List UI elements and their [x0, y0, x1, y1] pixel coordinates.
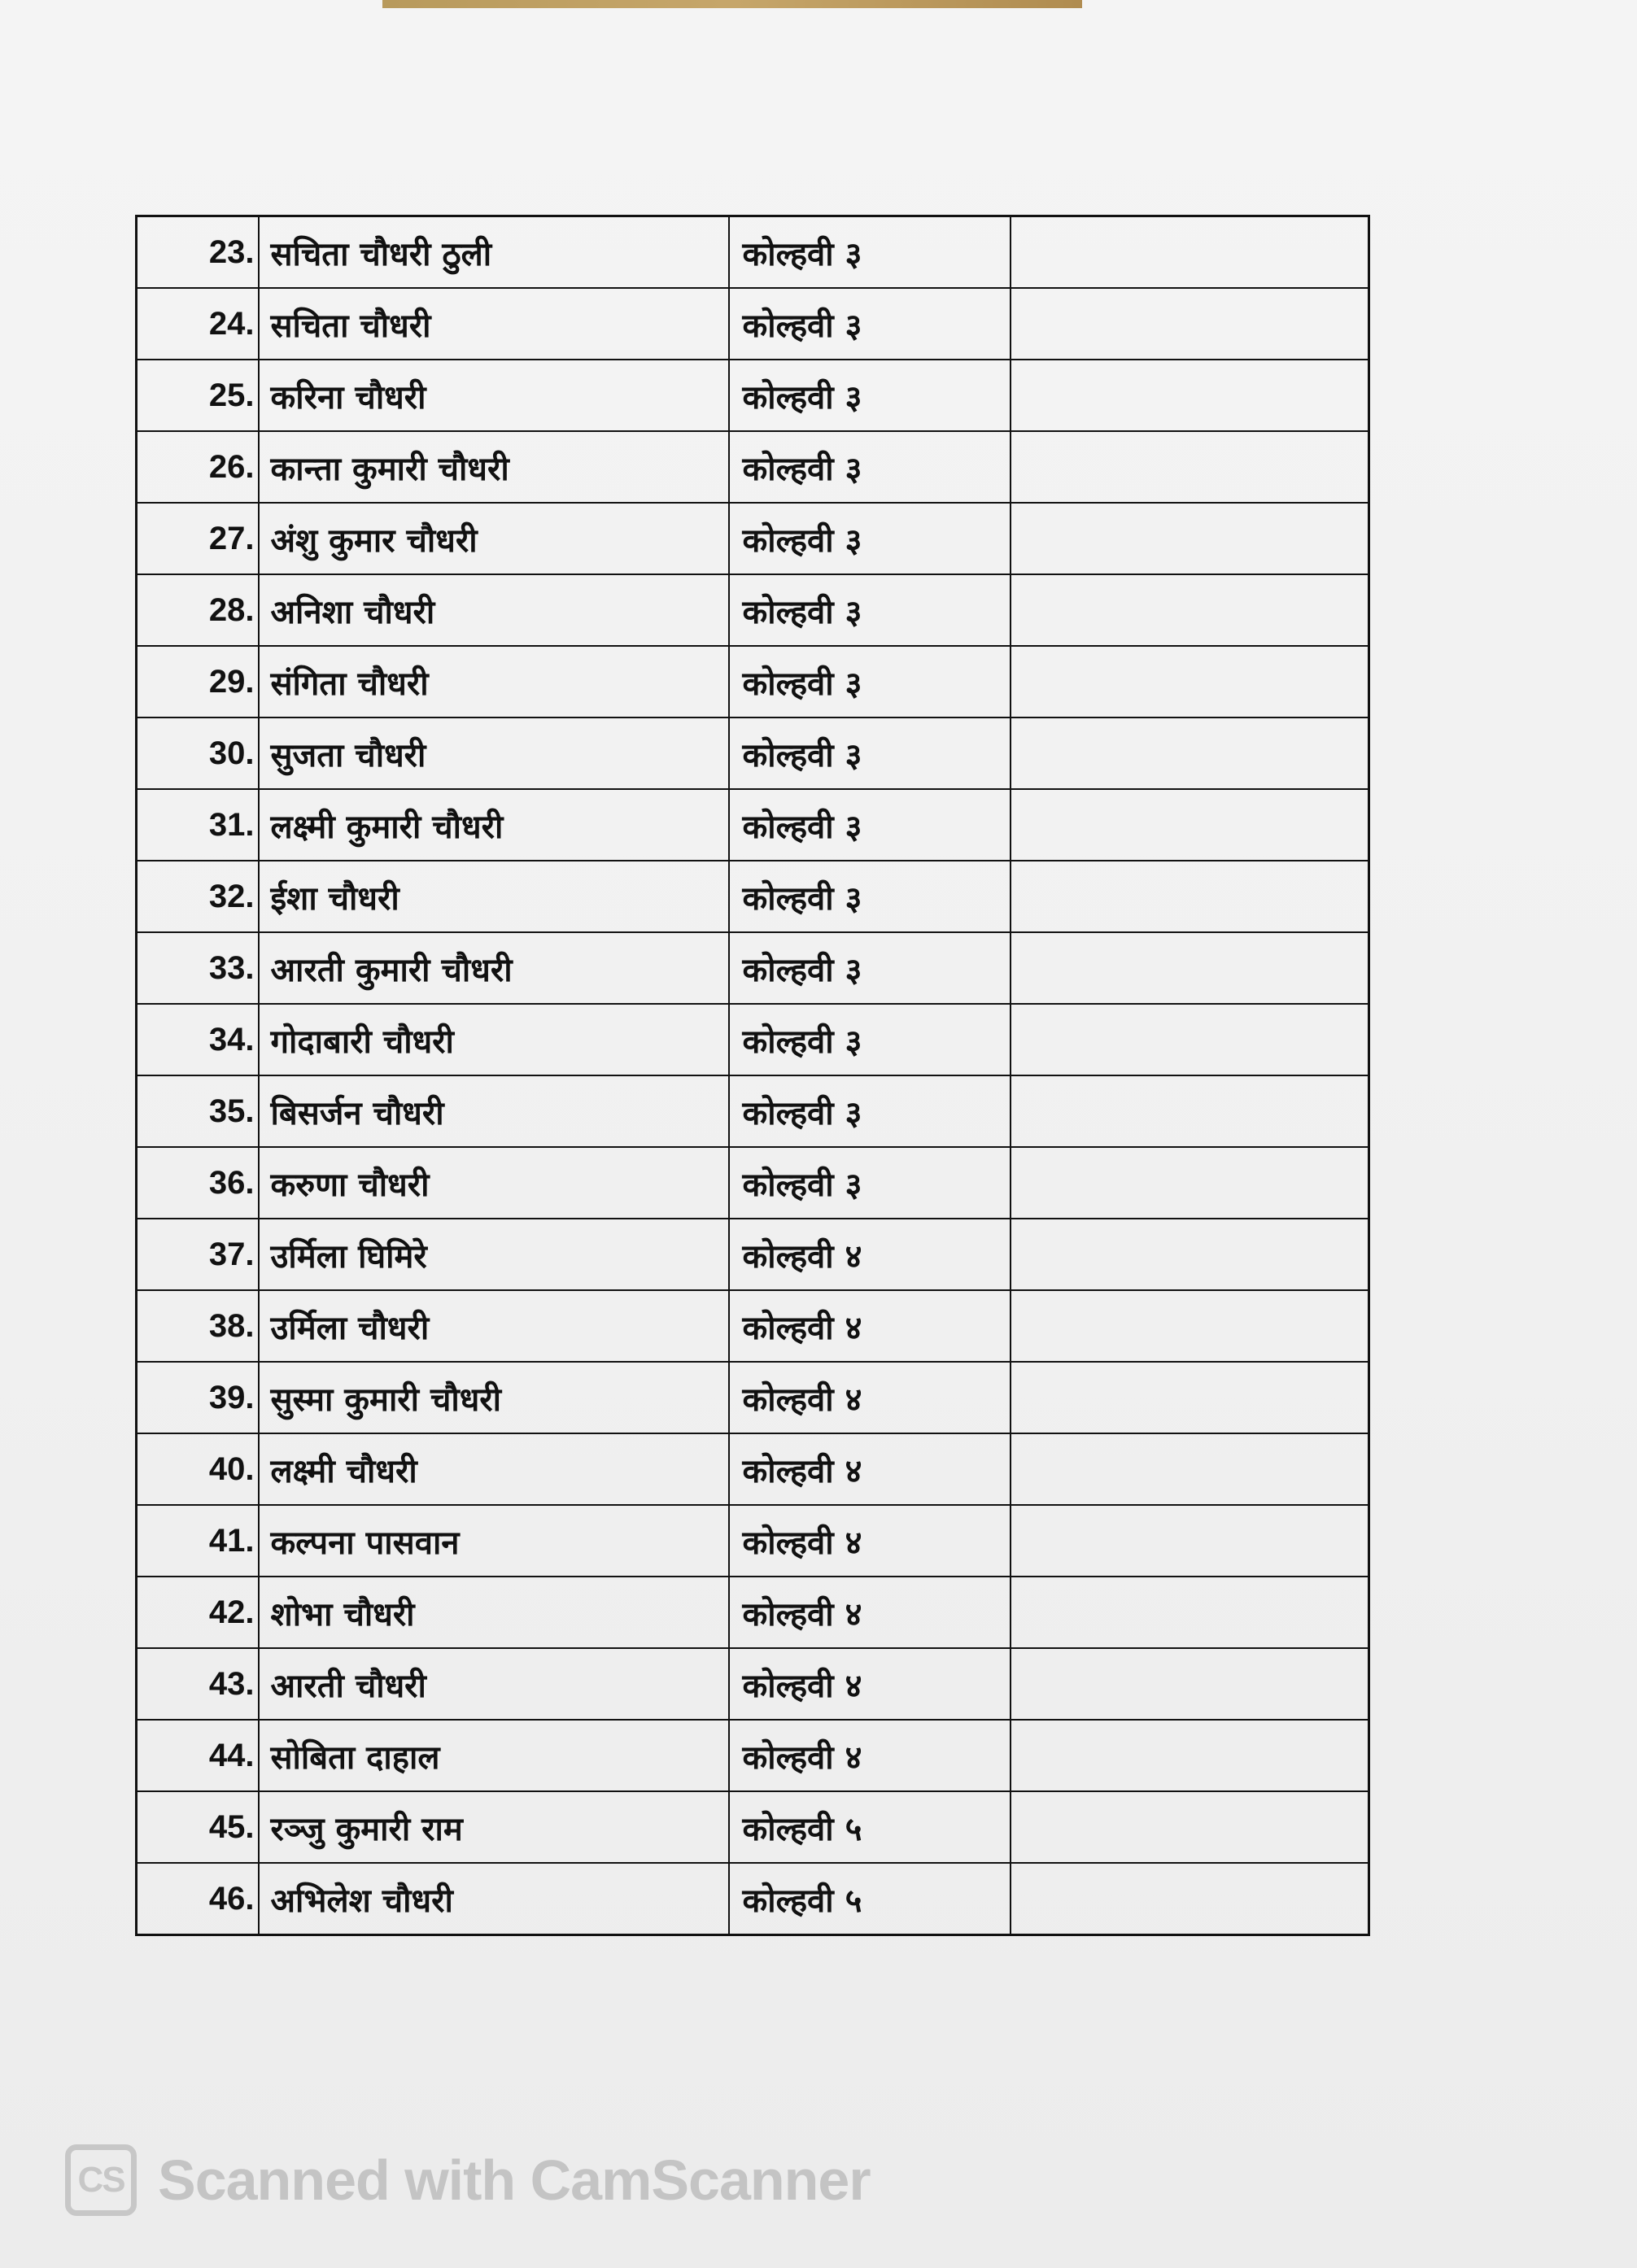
- person-name: सुजता चौधरी: [259, 717, 729, 789]
- blank-cell: [1011, 789, 1369, 861]
- ward-address: कोल्हवी ३: [729, 216, 1011, 289]
- table-row: [137, 1219, 1369, 1290]
- person-name: बिसर्जन चौधरी: [259, 1075, 729, 1147]
- person-name: लक्ष्मी कुमारी चौधरी: [259, 789, 729, 861]
- row-number: 29.: [137, 646, 259, 717]
- person-name: कान्ता कुमारी चौधरी: [259, 431, 729, 503]
- ward-address: कोल्हवी ३: [729, 717, 1011, 789]
- row-number: 25.: [137, 360, 259, 431]
- row-number: 37.: [137, 1219, 259, 1290]
- blank-cell: [1011, 717, 1369, 789]
- person-name: करुणा चौधरी: [259, 1147, 729, 1219]
- ward-address: कोल्हवी ४: [729, 1577, 1011, 1648]
- row-number: 23.: [137, 216, 259, 289]
- blank-cell: [1011, 574, 1369, 646]
- person-name: उर्मिला घिमिरे: [259, 1219, 729, 1290]
- table-row: [137, 789, 1369, 861]
- row-number: 33.: [137, 932, 259, 1004]
- table-row: [137, 1290, 1369, 1362]
- table-row: [137, 717, 1369, 789]
- ward-address: कोल्हवी ४: [729, 1648, 1011, 1720]
- blank-cell: [1011, 1004, 1369, 1075]
- person-name: कल्पना पासवान: [259, 1505, 729, 1577]
- camscanner-logo-icon: CS: [65, 2144, 137, 2216]
- table-row: [137, 1362, 1369, 1433]
- person-name: आरती कुमारी चौधरी: [259, 932, 729, 1004]
- row-number: 27.: [137, 503, 259, 574]
- blank-cell: [1011, 431, 1369, 503]
- ward-address: कोल्हवी ४: [729, 1219, 1011, 1290]
- table-row: [137, 1147, 1369, 1219]
- table-row: [137, 360, 1369, 431]
- ward-address: कोल्हवी ३: [729, 646, 1011, 717]
- ward-address: कोल्हवी ३: [729, 932, 1011, 1004]
- blank-cell: [1011, 1075, 1369, 1147]
- blank-cell: [1011, 1362, 1369, 1433]
- row-number: 40.: [137, 1433, 259, 1505]
- table-row: [137, 932, 1369, 1004]
- row-number: 42.: [137, 1577, 259, 1648]
- blank-cell: [1011, 216, 1369, 289]
- table-row: [137, 1720, 1369, 1791]
- table-row: [137, 288, 1369, 360]
- ward-address: कोल्हवी ३: [729, 861, 1011, 932]
- blank-cell: [1011, 1505, 1369, 1577]
- blank-cell: [1011, 646, 1369, 717]
- ward-address: कोल्हवी ३: [729, 431, 1011, 503]
- ward-address: कोल्हवी ४: [729, 1290, 1011, 1362]
- row-number: 36.: [137, 1147, 259, 1219]
- name-list-table-wrapper: [135, 215, 1368, 1931]
- table-row: [137, 1863, 1369, 1935]
- row-number: 34.: [137, 1004, 259, 1075]
- person-name: गोदाबारी चौधरी: [259, 1004, 729, 1075]
- person-name: संगिता चौधरी: [259, 646, 729, 717]
- row-number: 28.: [137, 574, 259, 646]
- person-name: ईशा चौधरी: [259, 861, 729, 932]
- ward-address: कोल्हवी ५: [729, 1791, 1011, 1863]
- blank-cell: [1011, 932, 1369, 1004]
- blank-cell: [1011, 360, 1369, 431]
- row-number: 24.: [137, 288, 259, 360]
- row-number: 43.: [137, 1648, 259, 1720]
- ward-address: कोल्हवी ४: [729, 1433, 1011, 1505]
- row-number: 46.: [137, 1863, 259, 1935]
- person-name: अभिलेश चौधरी: [259, 1863, 729, 1935]
- blank-cell: [1011, 503, 1369, 574]
- blank-cell: [1011, 1863, 1369, 1935]
- table-row: [137, 1004, 1369, 1075]
- blank-cell: [1011, 1648, 1369, 1720]
- row-number: 32.: [137, 861, 259, 932]
- person-name: अंशु कुमार चौधरी: [259, 503, 729, 574]
- blank-cell: [1011, 1147, 1369, 1219]
- table-row: [137, 646, 1369, 717]
- row-number: 45.: [137, 1791, 259, 1863]
- blank-cell: [1011, 1577, 1369, 1648]
- row-number: 38.: [137, 1290, 259, 1362]
- ward-address: कोल्हवी ३: [729, 288, 1011, 360]
- ward-address: कोल्हवी ३: [729, 1004, 1011, 1075]
- camscanner-watermark: [65, 2139, 871, 2221]
- ward-address: कोल्हवी ३: [729, 574, 1011, 646]
- blank-cell: [1011, 1219, 1369, 1290]
- table-row: [137, 1791, 1369, 1863]
- person-name: रञ्जु कुमारी राम: [259, 1791, 729, 1863]
- ward-address: कोल्हवी ३: [729, 1147, 1011, 1219]
- name-list-table: [135, 215, 1370, 1936]
- ward-address: कोल्हवी ३: [729, 1075, 1011, 1147]
- table-row: [137, 1577, 1369, 1648]
- person-name: सचिता चौधरी: [259, 288, 729, 360]
- table-row: [137, 431, 1369, 503]
- row-number: 39.: [137, 1362, 259, 1433]
- person-name: आरती चौधरी: [259, 1648, 729, 1720]
- blank-cell: [1011, 861, 1369, 932]
- ward-address: कोल्हवी ३: [729, 789, 1011, 861]
- person-name: अनिशा चौधरी: [259, 574, 729, 646]
- blank-cell: [1011, 1290, 1369, 1362]
- blank-cell: [1011, 1433, 1369, 1505]
- ward-address: कोल्हवी ५: [729, 1863, 1011, 1935]
- ward-address: कोल्हवी ३: [729, 503, 1011, 574]
- table-row: [137, 1433, 1369, 1505]
- person-name: करिना चौधरी: [259, 360, 729, 431]
- blank-cell: [1011, 1720, 1369, 1791]
- person-name: शोभा चौधरी: [259, 1577, 729, 1648]
- row-number: 26.: [137, 431, 259, 503]
- blank-cell: [1011, 288, 1369, 360]
- row-number: 35.: [137, 1075, 259, 1147]
- row-number: 44.: [137, 1720, 259, 1791]
- table-row: [137, 1648, 1369, 1720]
- blank-cell: [1011, 1791, 1369, 1863]
- person-name: लक्ष्मी चौधरी: [259, 1433, 729, 1505]
- table-row: [137, 861, 1369, 932]
- person-name: उर्मिला चौधरी: [259, 1290, 729, 1362]
- person-name: सचिता चौधरी ठुली: [259, 216, 729, 289]
- ward-address: कोल्हवी ४: [729, 1720, 1011, 1791]
- table-row: [137, 1075, 1369, 1147]
- row-number: 31.: [137, 789, 259, 861]
- watermark-text: Scanned with CamScanner: [158, 2148, 871, 2212]
- scan-edge-strip: [382, 0, 1082, 8]
- table-row: [137, 216, 1369, 289]
- table-row: [137, 574, 1369, 646]
- ward-address: कोल्हवी ४: [729, 1362, 1011, 1433]
- table-row: [137, 503, 1369, 574]
- ward-address: कोल्हवी ३: [729, 360, 1011, 431]
- person-name: सोबिता दाहाल: [259, 1720, 729, 1791]
- table-row: [137, 1505, 1369, 1577]
- person-name: सुस्मा कुमारी चौधरी: [259, 1362, 729, 1433]
- row-number: 41.: [137, 1505, 259, 1577]
- row-number: 30.: [137, 717, 259, 789]
- ward-address: कोल्हवी ४: [729, 1505, 1011, 1577]
